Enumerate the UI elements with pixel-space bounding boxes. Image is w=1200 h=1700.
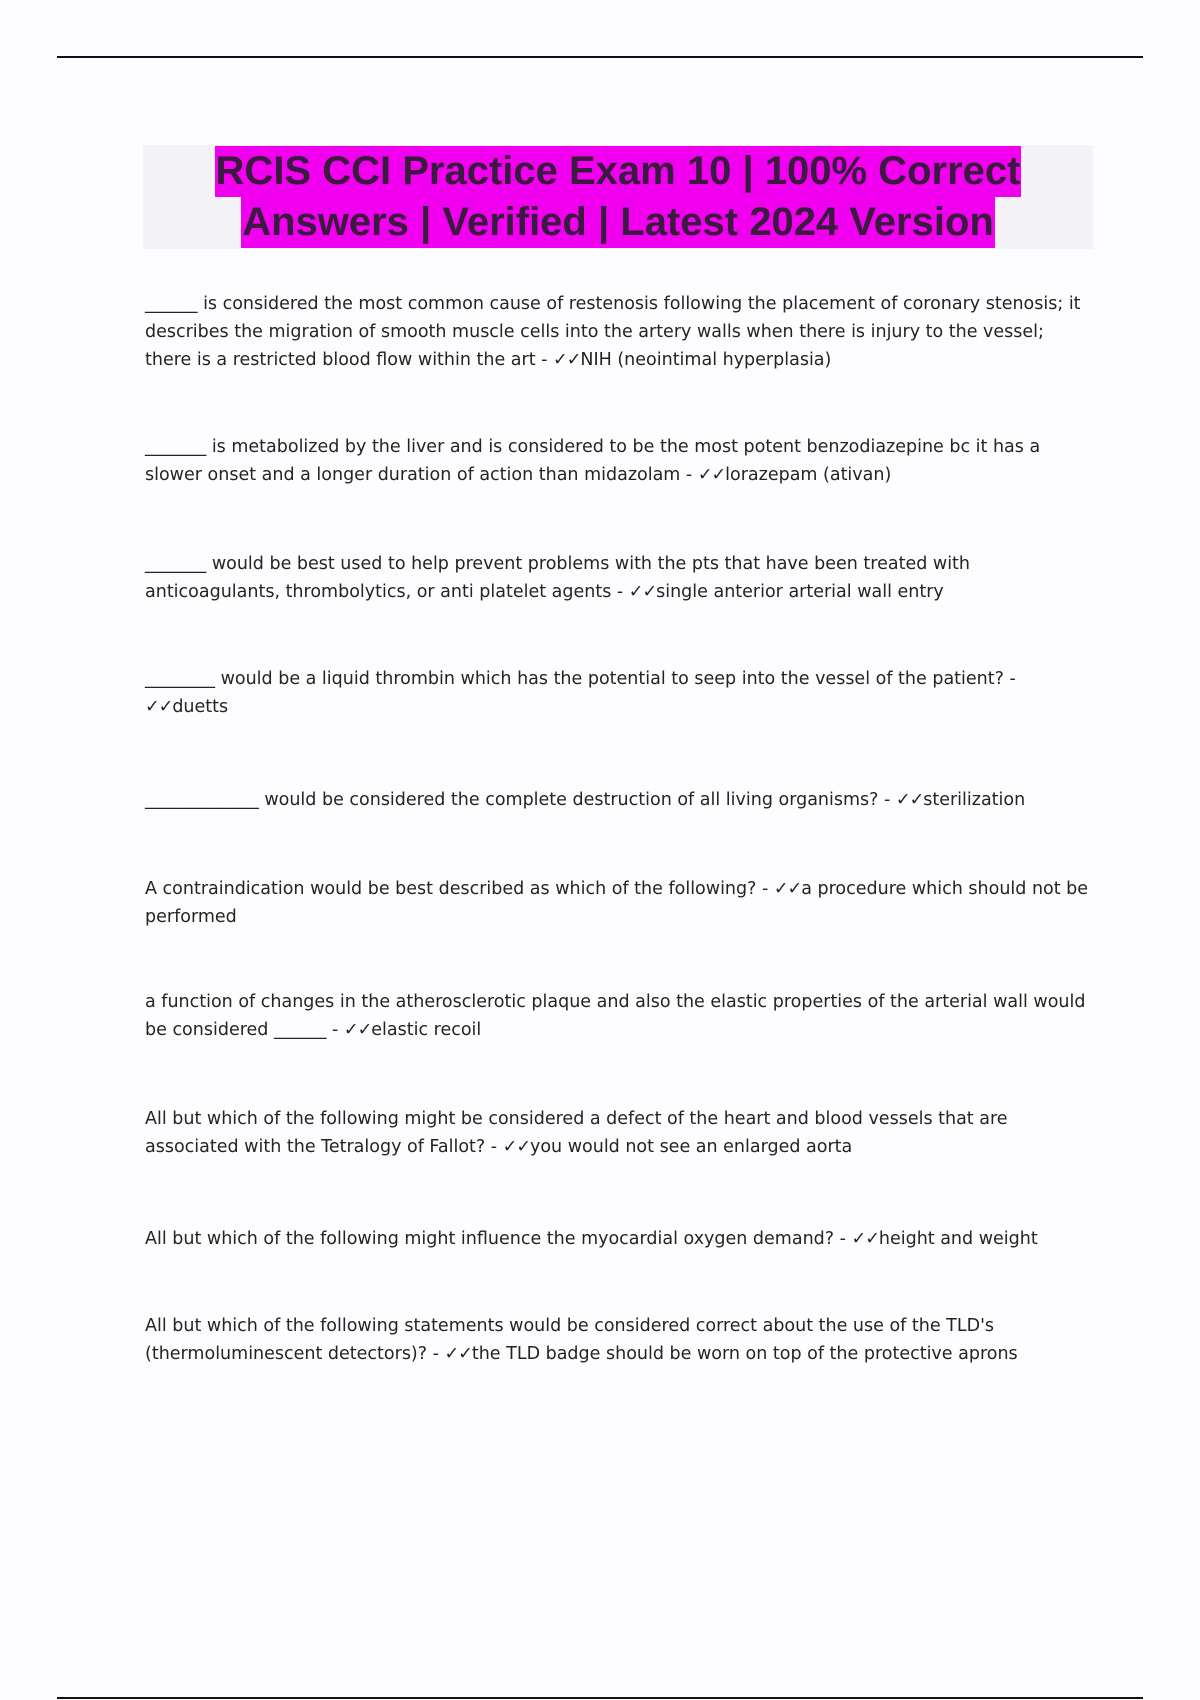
check-mark-icon: ✓✓ (145, 697, 173, 717)
answer-separator: - (611, 582, 629, 602)
answer-separator: - (878, 790, 896, 810)
qa-item-9 (145, 1225, 1095, 1253)
qa-item-7 (145, 988, 1095, 1044)
answer-text: lorazepam (ativan) (725, 465, 892, 485)
answer-text: height and weight (878, 1229, 1038, 1249)
answer-text: you would not see an enlarged aorta (529, 1137, 853, 1157)
check-mark-icon: ✓✓ (343, 1020, 372, 1040)
check-mark-icon: ✓✓ (444, 1344, 472, 1364)
question-text: All but which of the following statements would be considered correct about the use of the TLD's (thermoluminescent detectors)? (145, 1316, 1000, 1364)
check-mark-icon: ✓✓ (895, 790, 924, 810)
answer-text: elastic recoil (371, 1020, 482, 1040)
question-text: _______ is metabolized by the liver and is considered to be the most potent benzodiazepine bc it has a slower onset and a longer duration of action than midazolam (145, 437, 1046, 485)
title-line-1: RCIS CCI Practice Exam 10 | 100% Correct (215, 146, 1022, 197)
answer-separator: - (680, 465, 698, 485)
answer-text: the TLD badge should be worn on top of the protective aprons (471, 1344, 1018, 1364)
answer-text: sterilization (923, 790, 1026, 810)
question-text: _____________ would be considered the complete destruction of all living organisms? (145, 790, 879, 810)
question-text: ________ would be a liquid thrombin which has the potential to seep into the vessel of the patient? (145, 669, 1004, 689)
title-line-2: Answers | Verified | Latest 2024 Version (241, 197, 995, 248)
document-title (143, 145, 1093, 249)
check-mark-icon: ✓✓ (628, 582, 657, 602)
answer-separator: - (1003, 669, 1016, 689)
question-text: All but which of the following might be considered a defect of the heart and blood vessels that are associated with the Tetralogy of Fallot? (145, 1109, 1014, 1157)
answer-text: NIH (neointimal hyperplasia) (580, 350, 832, 370)
answer-separator: - (535, 350, 554, 370)
qa-item-3 (145, 550, 1095, 606)
answer-text: duetts (172, 697, 229, 717)
question-text: a function of changes in the atherosclerotic plaque and also the elastic properties of the arterial wall would be considered ______ (145, 992, 1092, 1040)
question-text: A contraindication would be best described as which of the following? (145, 879, 757, 899)
answer-separator: - (326, 1020, 344, 1040)
bottom-rule (57, 1697, 1143, 1699)
top-rule (57, 56, 1143, 58)
answer-text: a procedure which should not be performed (145, 879, 1094, 927)
answer-separator: - (756, 879, 774, 899)
qa-item-8 (145, 1105, 1095, 1161)
question-text: ______ is considered the most common cause of restenosis following the placement of coronary stenosis; it describes the migration of smooth muscle cells into the artery walls when there is injury to the vessel; there is a restricted blood flow within the art (145, 294, 1087, 370)
qa-item-1 (145, 290, 1095, 374)
answer-separator: - (485, 1137, 503, 1157)
answer-separator: - (834, 1229, 852, 1249)
qa-item-2 (145, 433, 1095, 489)
check-mark-icon: ✓✓ (773, 879, 802, 899)
qa-item-10 (145, 1312, 1095, 1368)
question-text: _______ would be best used to help prevent problems with the pts that have been treated with anticoagulants, thrombolytics, or anti platelet agents (145, 554, 976, 602)
question-text: All but which of the following might influence the myocardial oxygen demand? (145, 1229, 835, 1249)
qa-item-6 (145, 875, 1095, 931)
check-mark-icon: ✓✓ (851, 1229, 879, 1249)
check-mark-icon: ✓✓ (697, 465, 726, 485)
check-mark-icon: ✓✓ (502, 1137, 530, 1157)
qa-item-4 (145, 665, 1095, 721)
answer-separator: - (427, 1344, 445, 1364)
answer-text: single anterior arterial wall entry (656, 582, 944, 602)
check-mark-icon: ✓✓ (553, 350, 581, 370)
qa-item-5 (145, 786, 1095, 814)
